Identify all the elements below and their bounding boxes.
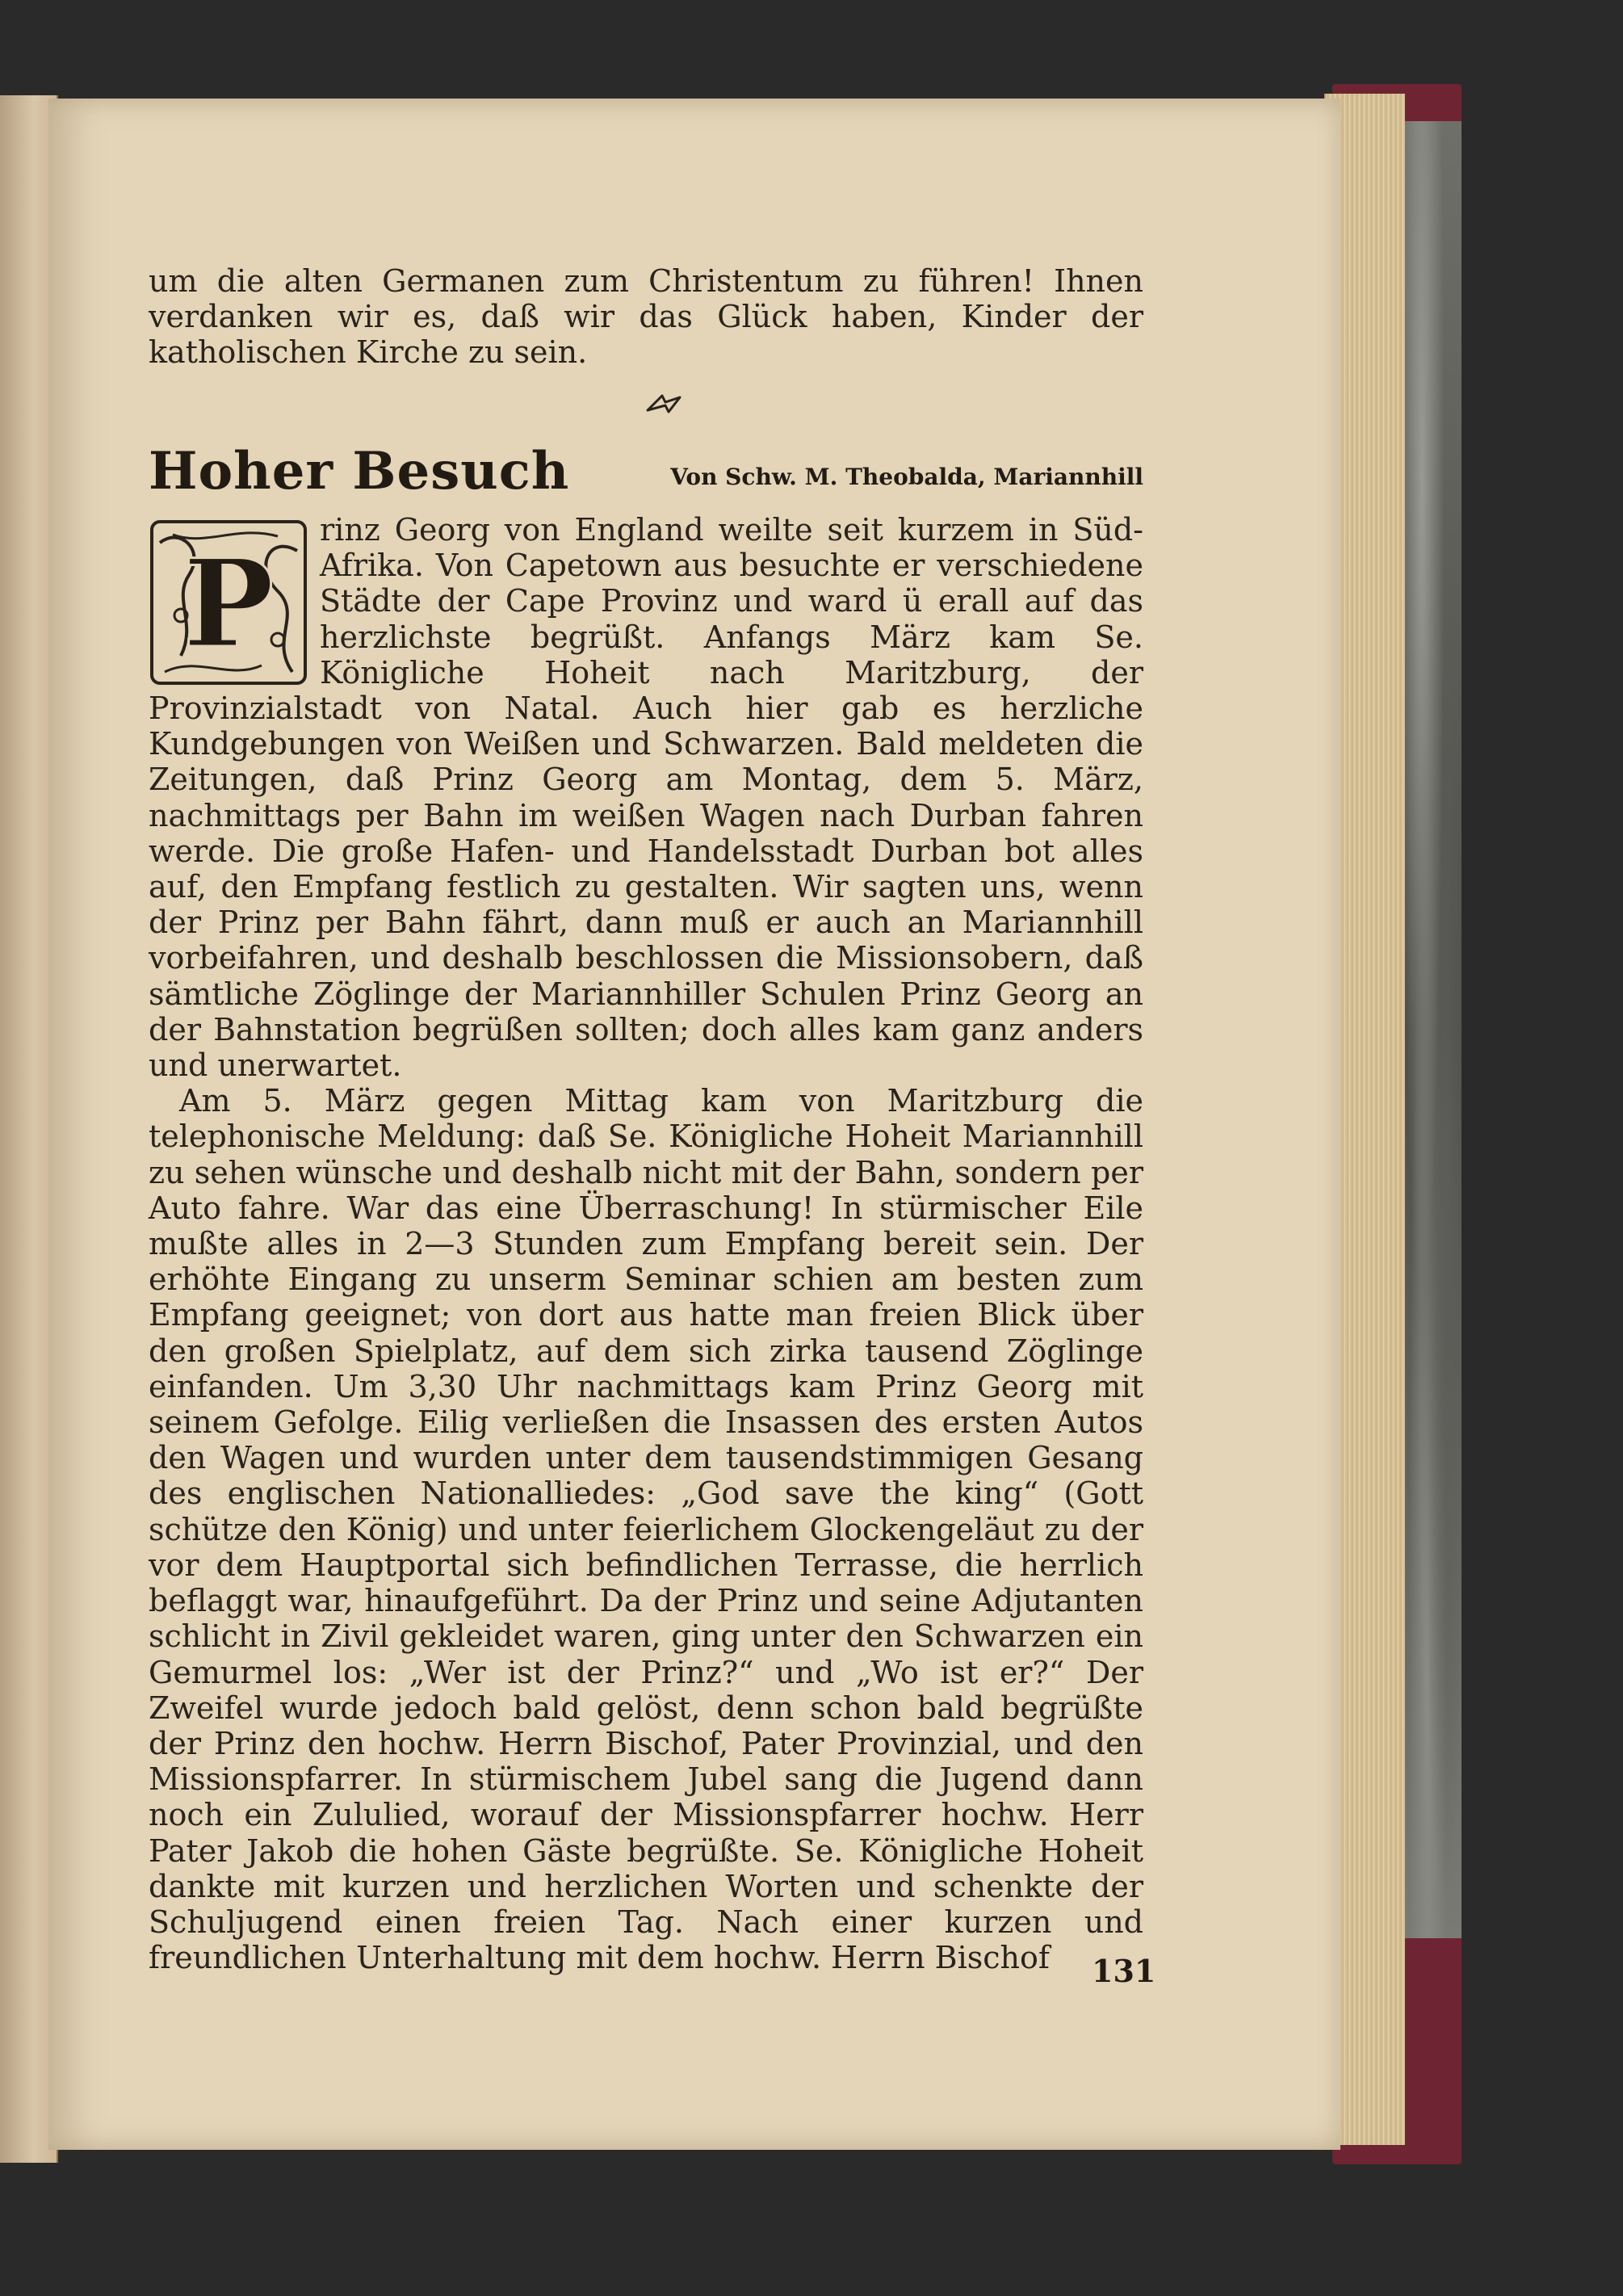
article-body	[149, 512, 1143, 1975]
paragraph-1: rinz Georg von England weilte seit kurzem in Süd-Afrika. Von Capetown aus besuchte er verschiedene Städte der Cape Provinz und ward ü erall auf das herzlichste begrüßt. Anfangs März kam Se. Königliche Hoheit nach Maritzburg, der Provinzialstadt von Natal. Auch hier gab es herzliche Kundgebungen von Weißen und Schwarzen. Bald meldeten die Zeitungen, daß Prinz Georg am Montag, dem 5. März, nachmittags per Bahn im weißen Wagen nach Durban fahren werde. Die große Hafen- und Handelsstadt Durban bot alles auf, den Empfang festlich zu gestalten. Wir sagten uns, wenn der Prinz per Bahn fährt, dann muß er auch an Mariannhill vorbeifahren, und deshalb beschlossen die Missionsobern, daß sämtliche Zöglinge der Mariannhiller Schulen Prinz Georg an der Bahnstation begrüßen sollten; doch alles kam ganz anders und unerwartet.	[149, 512, 1143, 1084]
drop-cap	[149, 518, 308, 686]
paragraph-2: Am 5. März gegen Mittag kam von Maritzburg die telephonische Meldung: daß Se. Königliche Hoheit Mariannhill zu sehen wünsche und deshalb nicht mit der Bahn, sondern per Auto fahre. War das eine Überraschung! In stürmischer Eile mußte alles in 2—3 Stunden zum Empfang bereit sein. Der erhöhte Eingang zu unserm Seminar schien am besten zum Empfang geeignet; von dort aus hatte man freien Blick über den großen Spielplatz, auf dem sich zirka tausend Zöglinge einfanden. Um 3,30 Uhr nachmittags kam Prinz Georg mit seinem Gefolge. Eilig verließen die Insassen des ersten Autos den Wagen und wurden unter dem tausendstimmigen Gesang des englischen Nationalliedes: „God save the king“ (Gott schütze den König) und unter feierlichem Glockengeläut zu der vor dem Hauptportal sich befindlichen Terrasse, die herrlich beflaggt war, hinaufgeführt. Da der Prinz und seine Adjutanten schlicht in Zivil gekleidet waren, ging unter den Schwarzen ein Gemurmel los: „Wer ist der Prinz?“ und „Wo ist er?“ Der Zweifel wurde jedoch bald gelöst, denn schon bald begrüßte der Prinz den hochw. Herrn Bischof, Pater Provinzial, und den Missionspfarrer. In stürmischem Jubel sang die Jugend dann noch ein Zululied, worauf der Missionspfarrer hochw. Herr Pater Jakob die hohen Gäste begrüßte. Se. Königliche Hoheit dankte mit kurzen und herzlichen Worten und schenkte der Schuljugend einen freien Tag. Nach einer kurzen und freundlichen Unterhaltung mit dem hochw. Herrn Bischof	[149, 1083, 1143, 1976]
article-header	[149, 441, 1143, 506]
drop-cap-ornament-icon	[149, 518, 308, 686]
section-ornament-icon	[644, 388, 685, 420]
article-author: Von Schw. M. Theobalda, Mariannhill	[670, 464, 1143, 490]
marbled-endpaper	[1405, 121, 1462, 1938]
intro-paragraph	[149, 263, 1143, 371]
drop-cap-letter: P	[182, 533, 275, 675]
intro-text: um die alten Germanen zum Christentum zu führen! Ihnen verdanken wir es, daß wir das Glück haben, Kinder der katholischen Kirche zu sein.	[149, 263, 1143, 371]
page-number: 131	[1092, 1953, 1156, 1989]
article-title: Hoher Besuch	[149, 441, 570, 502]
